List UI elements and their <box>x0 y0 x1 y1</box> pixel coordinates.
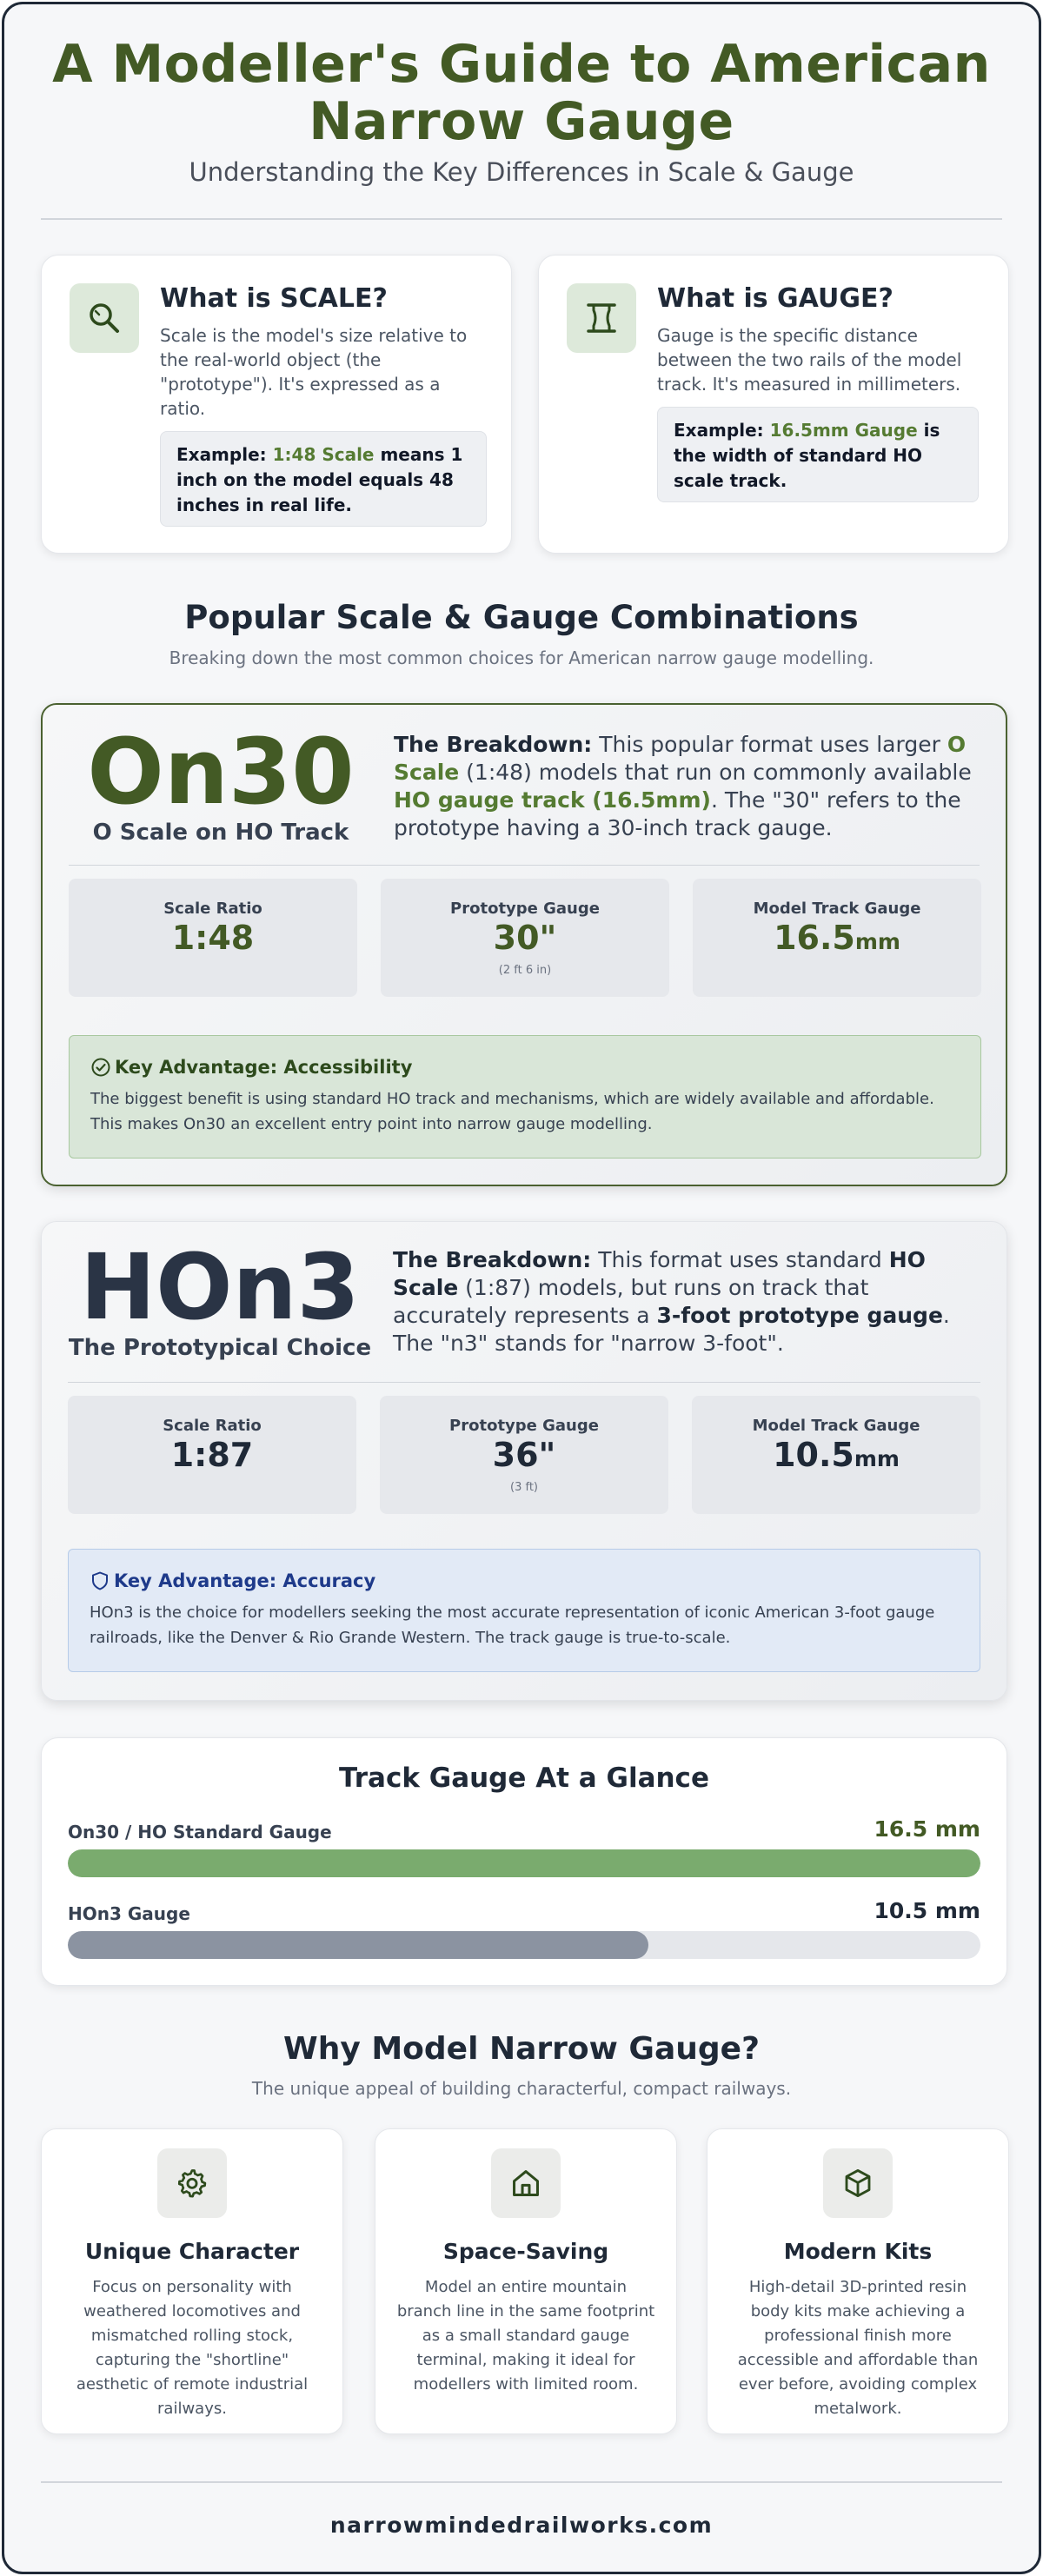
why-card-text: Focus on personality with weathered locomotives and mismatched rolling stock, capturing the "shortline" aesthetic of remote industrial railways. <box>76 2278 309 2418</box>
on30-stat-prototype-gauge <box>381 879 669 997</box>
check-circle-icon <box>90 1057 111 1078</box>
page-title <box>4 36 1039 150</box>
hon3-tagline: The Prototypical Choice <box>68 1335 372 1361</box>
hon3-breakdown-text-1: This format uses standard <box>591 1247 889 1272</box>
on30-breakdown-track: HO gauge track (16.5mm) <box>394 787 711 813</box>
magnifier-icon <box>70 283 139 353</box>
hon3-divider <box>68 1382 980 1383</box>
hon3-advantage-box <box>68 1549 980 1672</box>
gauge-comparison-title: Track Gauge At a Glance <box>339 1763 709 1794</box>
on30-advantage-box <box>69 1035 981 1159</box>
header-divider <box>41 218 1002 220</box>
why-card-title: Space-Saving <box>442 2239 609 2264</box>
stat-unit: mm <box>854 929 900 954</box>
gauge-bar-value-on30: 16.5 mm <box>874 1816 980 1842</box>
on30-breakdown-label: The Breakdown: <box>394 732 593 757</box>
scale-example-highlight: 1:48 Scale <box>272 444 375 465</box>
on30-breakdown-text-2: (1:48) models that run on commonly available <box>459 760 972 785</box>
footer-divider <box>41 2481 1002 2483</box>
stat-label: Model Track Gauge <box>753 900 921 918</box>
on30-stat-model-track-gauge <box>693 879 981 997</box>
on30-stat-scale-ratio <box>69 879 357 997</box>
stat-value <box>69 919 357 957</box>
stat-number: 16.5 <box>774 919 855 957</box>
page-subtitle: Understanding the Key Differences in Scale & Gauge <box>189 157 854 187</box>
why-card-title: Unique Character <box>84 2239 300 2264</box>
hon3-stat-model-track-gauge <box>692 1396 980 1514</box>
stat-value <box>692 1436 980 1474</box>
footer-site-link[interactable]: narrowmindedrailworks.com <box>329 2513 714 2538</box>
gauge-track-icon <box>567 283 636 353</box>
hon3-card <box>41 1221 1007 1701</box>
stat-number: 36" <box>492 1436 556 1474</box>
title-line-1: A Modeller's Guide to American <box>52 34 991 95</box>
why-title: Why Model Narrow Gauge? <box>283 2031 760 2067</box>
gauge-example-prefix: Example: <box>674 420 770 441</box>
stat-unit: mm <box>854 1446 900 1471</box>
shield-icon <box>90 1570 110 1591</box>
on30-card <box>41 703 1007 1186</box>
stat-label: Prototype Gauge <box>450 900 600 918</box>
gauge-bar-track-hon3 <box>68 1931 980 1959</box>
stat-number: 1:48 <box>171 919 255 957</box>
on30-breakdown-text-1: This popular format uses larger <box>592 732 947 757</box>
hon3-breakdown-gauge: 3-foot prototype gauge <box>656 1303 943 1328</box>
on30-tagline: O Scale on HO Track <box>92 820 349 846</box>
on30-name: On30 <box>87 719 355 825</box>
why-card-title: Modern Kits <box>783 2239 933 2264</box>
why-card-space-saving <box>375 2128 677 2434</box>
gauge-example-highlight: 16.5mm Gauge <box>769 420 918 441</box>
gauge-example-suffix: is the width of standard HO scale track. <box>674 420 940 491</box>
gear-icon <box>157 2148 227 2218</box>
hon3-advantage-text: HOn3 is the choice for modellers seeking the most accurate representation of iconic American 3-foot gauge railroads, like the Denver & Rio Grande Western. The track gauge is true-to-scale. <box>90 1603 935 1647</box>
scale-concept-card <box>41 255 512 554</box>
gauge-bar-label-hon3: HOn3 Gauge <box>68 1903 190 1924</box>
combinations-subtitle: Breaking down the most common choices for American narrow gauge modelling. <box>169 647 874 668</box>
cube-icon <box>823 2148 893 2218</box>
why-card-modern-kits <box>707 2128 1009 2434</box>
on30-divider <box>69 865 980 866</box>
house-icon <box>491 2148 561 2218</box>
on30-breakdown <box>394 731 985 842</box>
hon3-breakdown-text-2: (1:87) models, but runs on track that accurately represents a <box>393 1275 869 1328</box>
stat-label: Scale Ratio <box>163 900 262 918</box>
scale-card-description: Scale is the model's size relative to the real-world object (the "prototype"). It's expressed as a ratio. <box>160 325 468 419</box>
gauge-bar-label-on30: On30 / HO Standard Gauge <box>68 1822 332 1842</box>
scale-example-box <box>160 431 487 527</box>
scale-example-suffix: means 1 inch on the model equals 48 inches in real life. <box>176 444 463 515</box>
stat-label: Prototype Gauge <box>449 1417 599 1435</box>
stat-number: 30" <box>493 919 557 957</box>
gauge-example-box <box>657 407 979 502</box>
on30-breakdown-text-3: . The "30" refers to the prototype having a 30-inch track gauge. <box>394 787 961 840</box>
stat-label: Model Track Gauge <box>752 1417 920 1435</box>
hon3-name: HOn3 <box>80 1234 360 1340</box>
hon3-advantage-title: Key Advantage: Accuracy <box>114 1570 376 1591</box>
stat-label: Scale Ratio <box>163 1417 262 1435</box>
gauge-bar-fill-hon3 <box>68 1931 648 1959</box>
stat-number: 10.5 <box>773 1436 854 1474</box>
gauge-bar-value-hon3: 10.5 mm <box>874 1898 980 1923</box>
why-card-character <box>41 2128 343 2434</box>
scale-example-prefix: Example: <box>176 444 273 465</box>
why-subtitle: The unique appeal of building characterful, compact railways. <box>251 2078 792 2099</box>
why-card-text: High-detail 3D-printed resin body kits make achieving a professional finish more accessible and affordable than ever before, avoiding complex metalwork. <box>737 2278 979 2418</box>
title-line-2: Narrow Gauge <box>309 91 734 152</box>
on30-advantage-title: Key Advantage: Accessibility <box>115 1057 413 1078</box>
hon3-stat-prototype-gauge <box>380 1396 668 1514</box>
stat-value <box>68 1436 356 1474</box>
combinations-title: Popular Scale & Gauge Combinations <box>184 599 859 636</box>
stat-value <box>380 1436 668 1474</box>
hon3-breakdown <box>393 1246 984 1358</box>
on30-breakdown-scale: O Scale <box>394 732 967 785</box>
scale-card-title: What is SCALE? <box>160 283 388 314</box>
stat-value <box>381 919 669 957</box>
stat-number: 1:87 <box>170 1436 254 1474</box>
stat-note: (2 ft 6 in) <box>498 964 552 977</box>
gauge-bar-fill-on30 <box>68 1849 980 1877</box>
gauge-card-description: Gauge is the specific distance between the two rails of the model track. It's measured in millimeters. <box>657 325 962 395</box>
gauge-bar-track-on30 <box>68 1849 980 1877</box>
gauge-concept-card <box>538 255 1009 554</box>
stat-value <box>693 919 981 957</box>
hon3-breakdown-text-3: . The "n3" stands for "narrow 3-foot". <box>393 1303 950 1356</box>
stat-note: (3 ft) <box>510 1481 538 1494</box>
gauge-card-title: What is GAUGE? <box>657 283 894 314</box>
on30-advantage-text: The biggest benefit is using standard HO track and mechanisms, which are widely available and affordable. This makes On30 an excellent entry point into narrow gauge modelling. <box>90 1090 934 1133</box>
gauge-comparison-card <box>41 1737 1007 1986</box>
why-card-text: Model an entire mountain branch line in the same footprint as a small standard gauge terminal, making it ideal for modellers with limited room. <box>396 2278 655 2393</box>
hon3-breakdown-label: The Breakdown: <box>393 1247 592 1272</box>
hon3-breakdown-scale: HO Scale <box>393 1247 926 1300</box>
infographic-frame <box>2 2 1041 2574</box>
hon3-stat-scale-ratio <box>68 1396 356 1514</box>
